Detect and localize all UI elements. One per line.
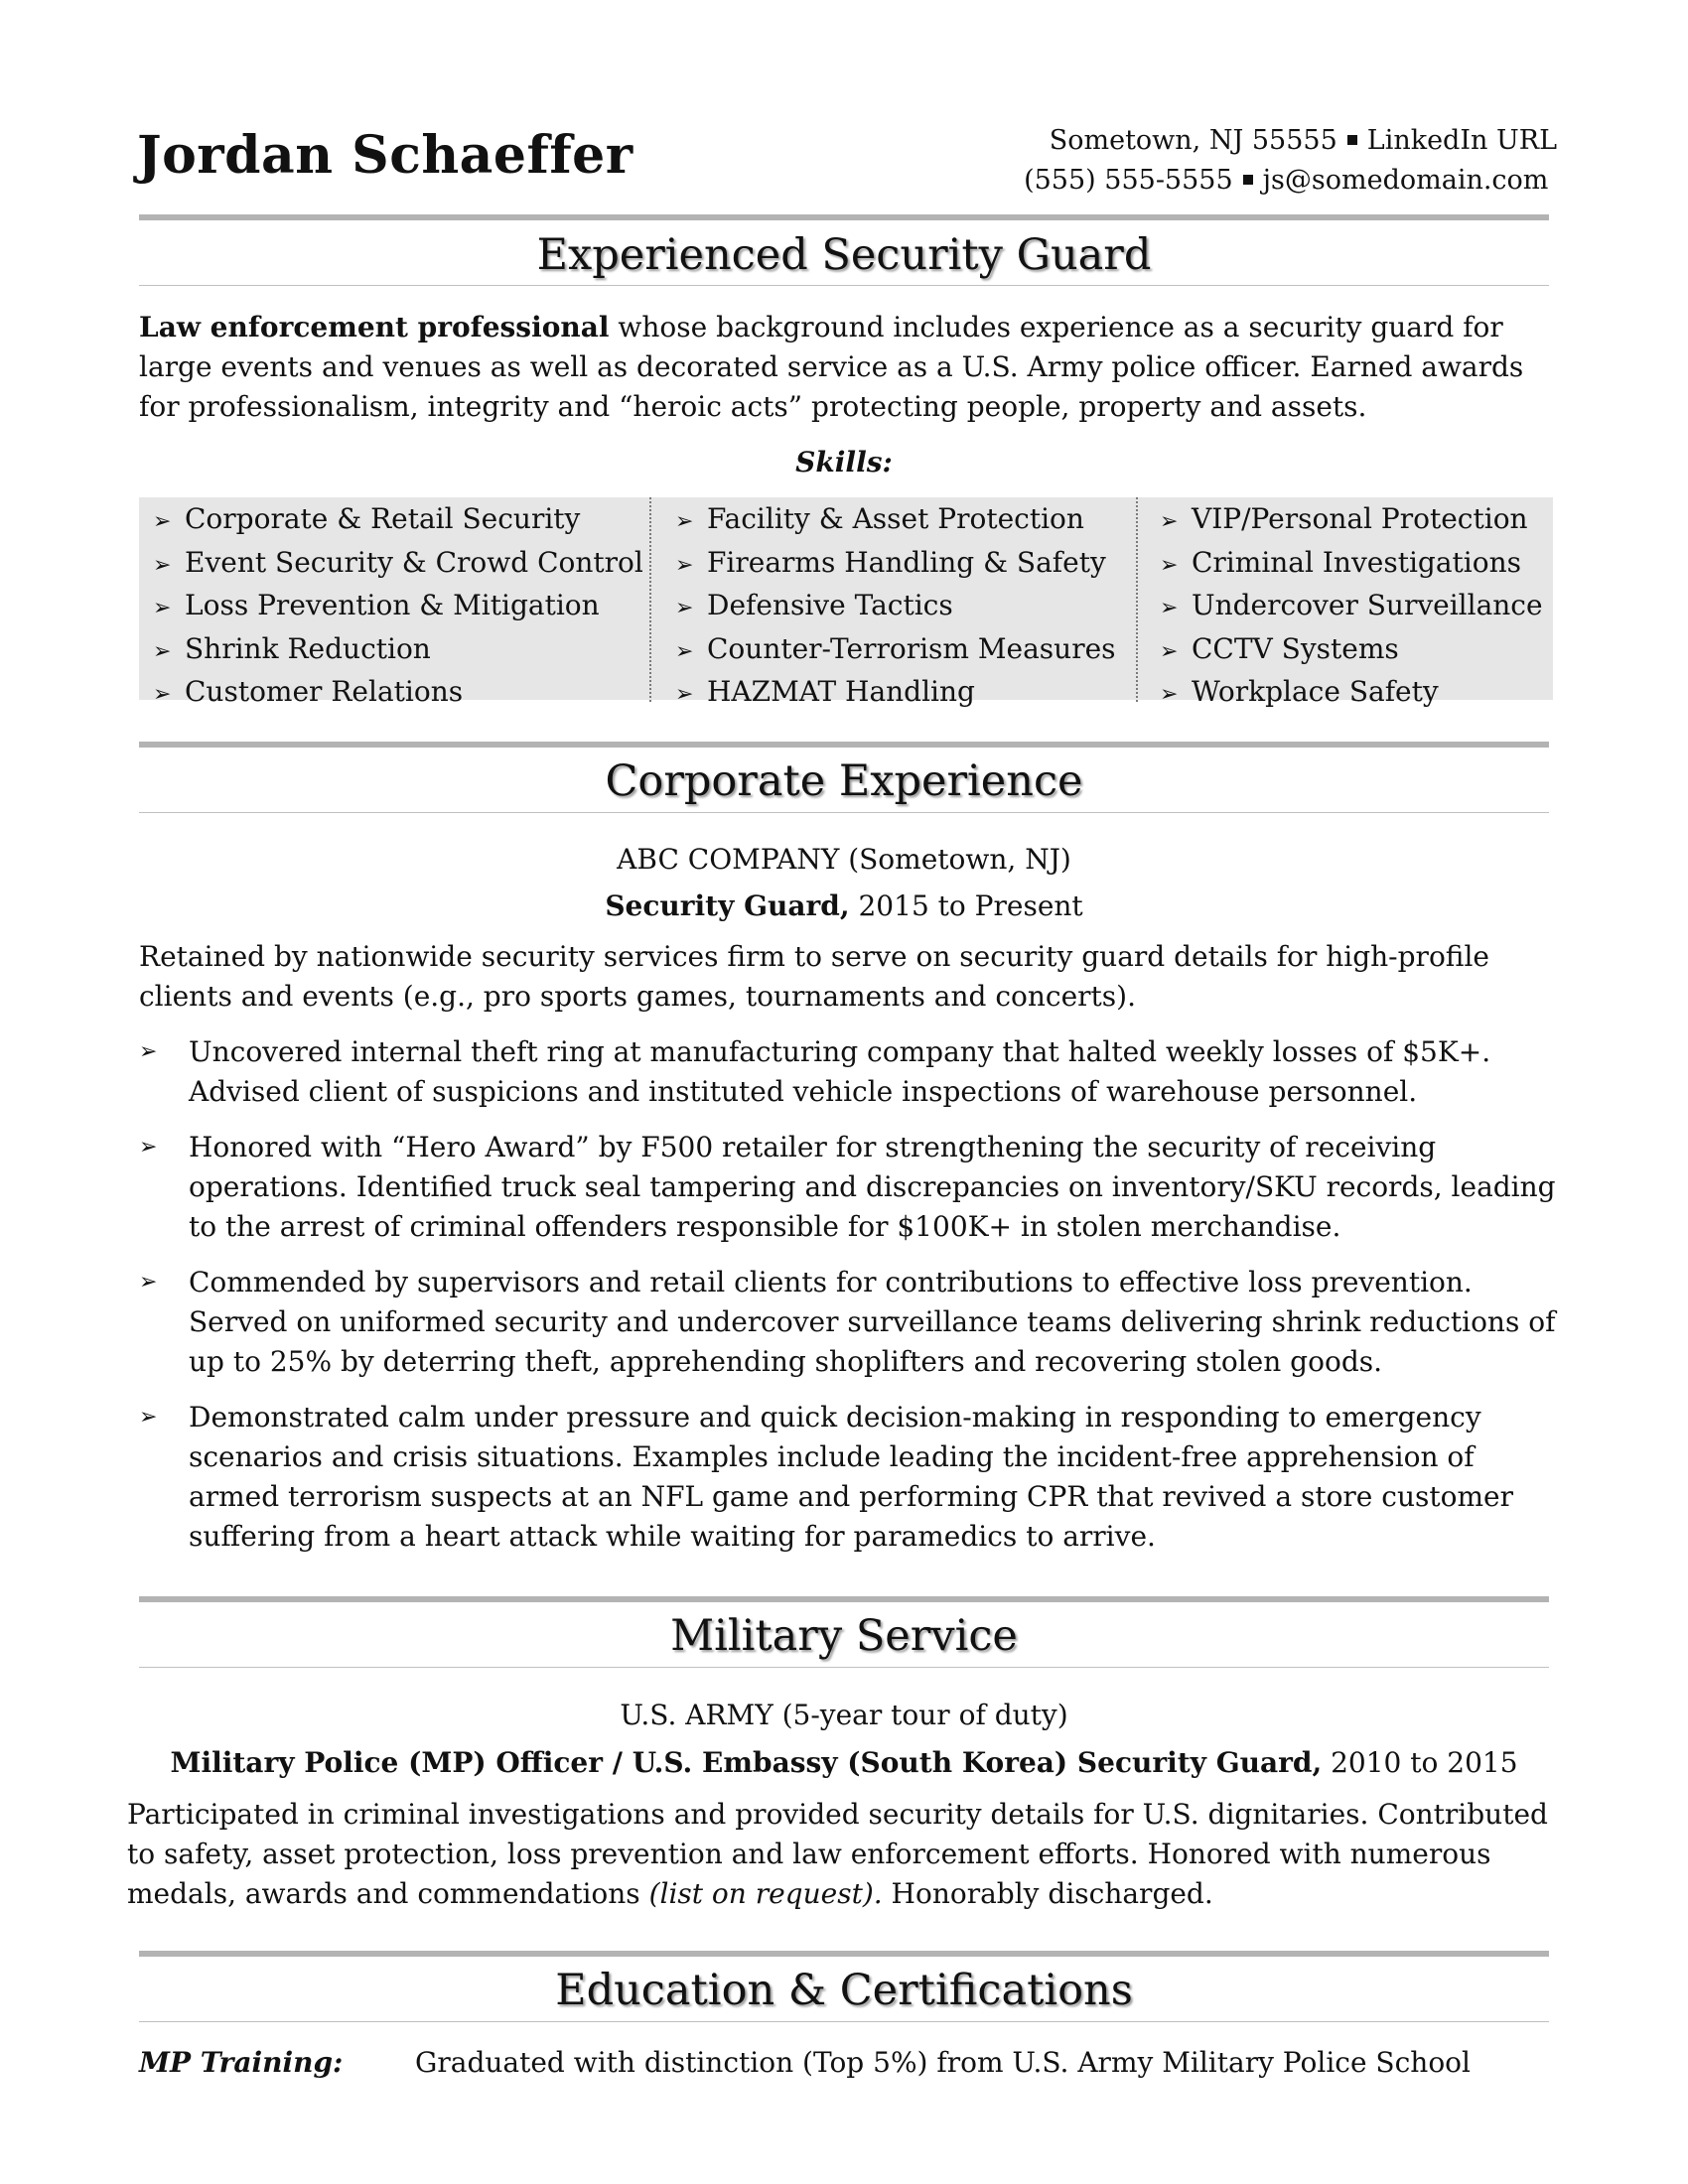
arrow-bullet-icon: ➢ bbox=[675, 682, 694, 707]
contact-line-1 bbox=[1024, 121, 1557, 161]
skills-column-1 bbox=[153, 497, 645, 708]
skill-item: ➢ Customer Relations bbox=[153, 672, 645, 716]
list-item: ➢ Honored with “Hero Award” by F500 retailer for strengthening the security of receiving operations. Identified truck seal tampering and discrepancies on inventory/SKU records, leading to the arrest of criminal offenders responsible for $100K+ in stolen merchandise. bbox=[139, 1128, 1569, 1247]
skill-item: ➢ Workplace Safety bbox=[1160, 672, 1553, 716]
arrow-bullet-icon: ➢ bbox=[1160, 552, 1179, 578]
list-item: ➢ Demonstrated calm under pressure and quick decision-making in responding to emergency scenarios and crisis situations. Examples include leading the incident-free apprehension of armed terrorism suspects at an NFL game and performing CPR that revived a store customer suffering from a heart attack while waiting for paramedics to arrive. bbox=[139, 1398, 1569, 1557]
divider-thin bbox=[139, 812, 1549, 813]
skills-table bbox=[139, 497, 1553, 708]
skill-item: ➢ Criminal Investigations bbox=[1160, 543, 1553, 587]
arrow-bullet-icon: ➢ bbox=[153, 596, 172, 620]
arrow-bullet-icon: ➢ bbox=[1160, 682, 1179, 707]
military-description: Participated in criminal investigations and provided security details for U.S. dignitaries. Contributed to safety, asset protection, loss prevention and law enforcement efforts. Honored with numerous medals, awards and commendations (list on request). Honorably discharged. bbox=[127, 1798, 1548, 1910]
corporate-bullets bbox=[139, 1032, 1569, 1572]
skill-item: ➢ Corporate & Retail Security bbox=[153, 499, 645, 543]
skill-item: ➢ VIP/Personal Protection bbox=[1160, 499, 1553, 543]
summary-text: whose background includes experience as a security guard for large events and venues as well as decorated service as a U.S. Army police officer. Earned awards for professionalism, integrity and “heroic acts” protecting people, property and assets. bbox=[139, 311, 1524, 423]
arrow-bullet-icon: ➢ bbox=[675, 509, 694, 534]
skill-item: ➢ Loss Prevention & Mitigation bbox=[153, 586, 645, 629]
divider-thick bbox=[139, 1951, 1549, 1957]
divider-thin bbox=[139, 285, 1549, 286]
education-label: MP Training: bbox=[139, 2046, 344, 2079]
divider-thick bbox=[139, 1596, 1549, 1602]
military-role-line bbox=[139, 1743, 1549, 1783]
military-service-title: Military Service bbox=[670, 1611, 1018, 1661]
skill-item: ➢ HAZMAT Handling bbox=[675, 672, 1142, 716]
military-org: U.S. ARMY (5-year tour of duty) bbox=[620, 1699, 1068, 1731]
arrow-bullet-icon: ➢ bbox=[153, 552, 172, 578]
arrow-bullet-icon: ➢ bbox=[139, 1039, 158, 1064]
job-dates: 2015 to Present bbox=[849, 889, 1083, 922]
arrow-bullet-icon: ➢ bbox=[153, 638, 172, 664]
company-name: ABC COMPANY (Sometown, NJ) bbox=[617, 843, 1071, 876]
arrow-bullet-icon: ➢ bbox=[1160, 638, 1179, 664]
summary-lead: Law enforcement professional bbox=[139, 311, 610, 343]
skill-item: ➢ Facility & Asset Protection bbox=[675, 499, 1142, 543]
arrow-bullet-icon: ➢ bbox=[675, 552, 694, 578]
location: Sometown, NJ 55555 bbox=[1049, 125, 1337, 156]
skill-item: ➢ Counter-Terrorism Measures bbox=[675, 629, 1142, 673]
arrow-bullet-icon: ➢ bbox=[139, 1405, 158, 1430]
education-text: Graduated with distinction (Top 5%) from U.S. Army Military Police School bbox=[415, 2046, 1471, 2079]
skills-column-3 bbox=[1136, 497, 1553, 708]
arrow-bullet-icon: ➢ bbox=[153, 682, 172, 707]
list-item: ➢ Uncovered internal theft ring at manufacturing company that halted weekly losses of $5K+. Advised client of suspicions and instituted vehicle inspections of warehouse personnel. bbox=[139, 1032, 1569, 1112]
list-on-request: (list on request). bbox=[648, 1877, 883, 1910]
linkedin-link[interactable]: LinkedIn URL bbox=[1366, 125, 1557, 156]
corporate-experience-title: Corporate Experience bbox=[605, 756, 1083, 806]
arrow-bullet-icon: ➢ bbox=[675, 596, 694, 620]
divider-thick bbox=[139, 742, 1549, 748]
military-dates: 2010 to 2015 bbox=[1322, 1746, 1518, 1779]
arrow-bullet-icon: ➢ bbox=[1160, 509, 1179, 534]
summary-paragraph bbox=[139, 308, 1569, 427]
arrow-bullet-icon: ➢ bbox=[1160, 596, 1179, 620]
phone: (555) 555-5555 bbox=[1024, 165, 1233, 196]
arrow-bullet-icon: ➢ bbox=[139, 1135, 158, 1160]
list-item: ➢ Commended by supervisors and retail clients for contributions to effective loss prevention. Served on uniformed security and undercover surveillance teams delivering shrink reductions of up to 25% by deterring theft, apprehending shoplifters and recovering stolen goods. bbox=[139, 1263, 1569, 1382]
headline: Experienced Security Guard bbox=[536, 230, 1152, 280]
skill-item: ➢ Event Security & Crowd Control bbox=[153, 543, 645, 587]
skill-item: ➢ Defensive Tactics bbox=[675, 586, 1142, 629]
job-title-line bbox=[139, 887, 1549, 926]
divider-thick bbox=[139, 214, 1549, 220]
arrow-bullet-icon: ➢ bbox=[139, 1270, 158, 1295]
email-link[interactable]: js@somedomain.com bbox=[1262, 165, 1549, 196]
skill-item: ➢ CCTV Systems bbox=[1160, 629, 1553, 673]
job-title: Security Guard, bbox=[605, 889, 850, 922]
education-title: Education & Certifications bbox=[555, 1966, 1133, 2015]
skill-item: ➢ Firearms Handling & Safety bbox=[675, 543, 1142, 587]
skills-heading: Skills: bbox=[795, 446, 893, 478]
arrow-bullet-icon: ➢ bbox=[675, 638, 694, 664]
corporate-description: Retained by nationwide security services firm to serve on security guard details for high-profile clients and events (e.g., pro sports games, tournaments and concerts). bbox=[139, 940, 1489, 1013]
skill-item: ➢ Shrink Reduction bbox=[153, 629, 645, 673]
military-role: Military Police (MP) Officer / U.S. Embassy (South Korea) Security Guard, bbox=[170, 1746, 1323, 1779]
arrow-bullet-icon: ➢ bbox=[153, 509, 172, 534]
skills-column-2 bbox=[649, 497, 1142, 708]
divider-thin bbox=[139, 2021, 1549, 2022]
square-bullet-icon bbox=[1243, 175, 1253, 185]
divider-thin bbox=[139, 1667, 1549, 1668]
contact-line-2 bbox=[1024, 161, 1557, 201]
candidate-name: Jordan Schaeffer bbox=[137, 125, 633, 186]
square-bullet-icon bbox=[1347, 135, 1357, 145]
skill-item: ➢ Undercover Surveillance bbox=[1160, 586, 1553, 629]
contact-info bbox=[1024, 121, 1557, 201]
